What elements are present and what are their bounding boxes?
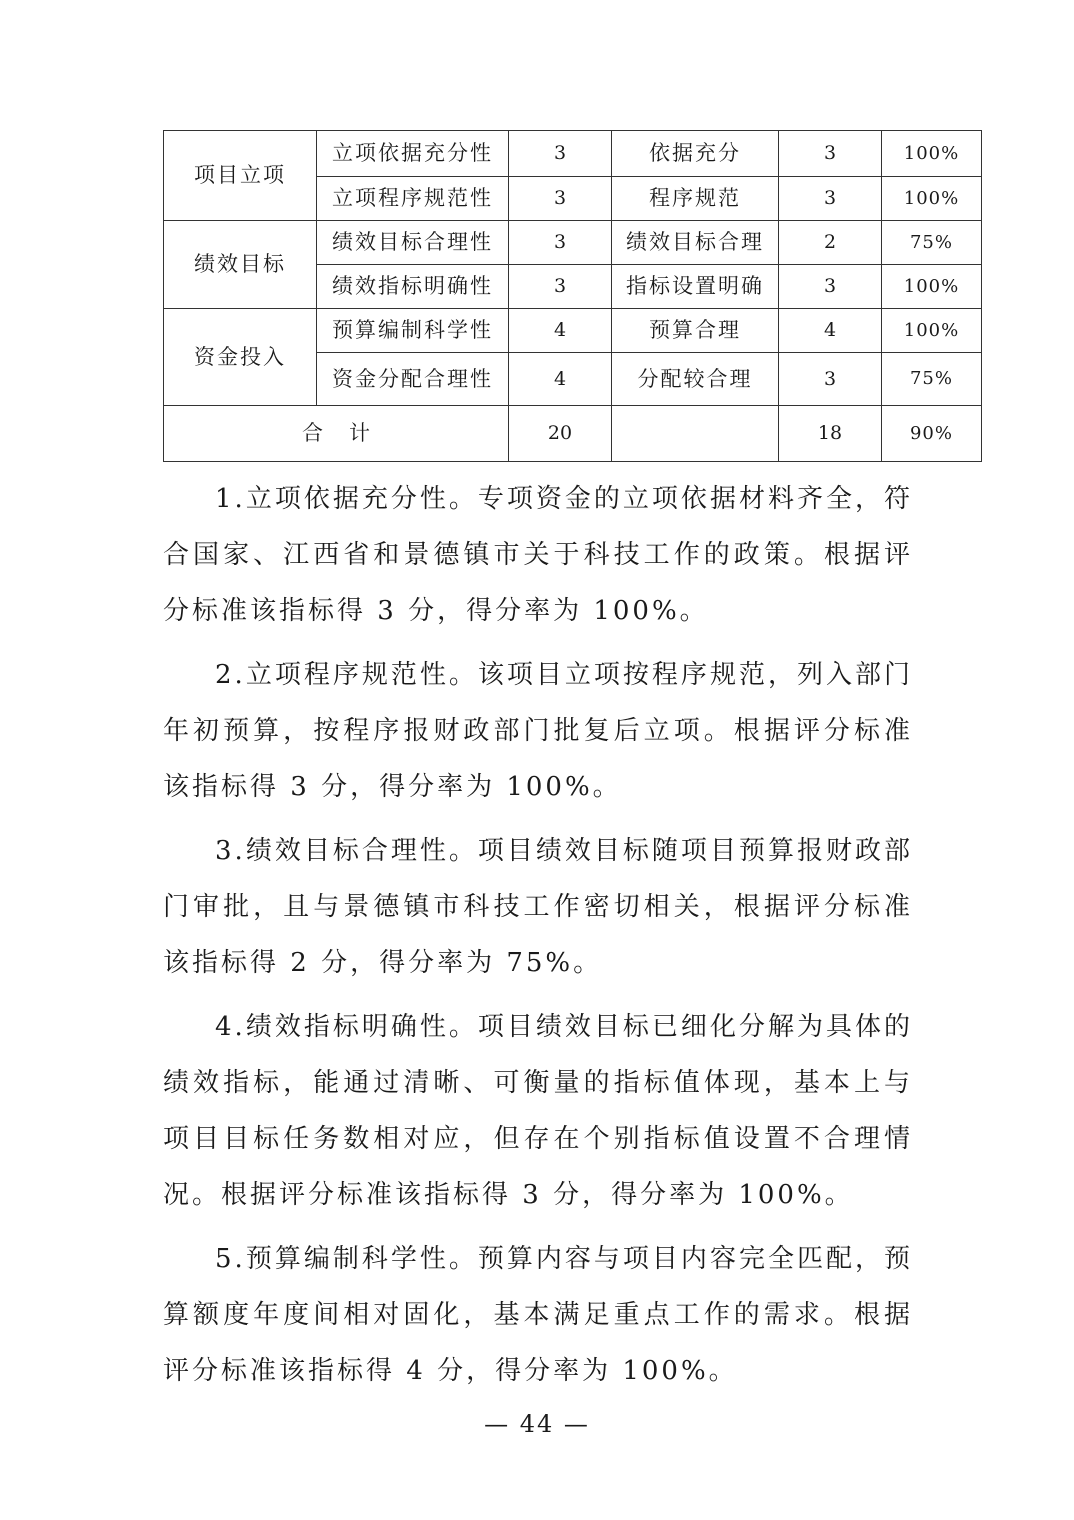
assessment-cell: 指标设置明确: [612, 265, 779, 309]
indicator-cell: 绩效指标明确性: [317, 265, 509, 309]
weight-cell: 4: [509, 309, 612, 353]
weight-cell: 3: [509, 131, 612, 177]
body-text: [163, 471, 913, 1407]
paragraph: 5.预算编制科学性。预算内容与项目内容完全匹配，预算额度年度间相对固化，基本满足重点工作的需求。根据评分标准该指标得 4 分，得分率为 100%。: [163, 1244, 913, 1386]
rate-cell: 75%: [882, 221, 982, 265]
indicator-cell: 立项依据充分性: [317, 131, 509, 177]
assessment-cell: 分配较合理: [612, 353, 779, 406]
weight-cell: 3: [509, 177, 612, 221]
rate-cell: 100%: [882, 131, 982, 177]
paragraph: 4.绩效指标明确性。项目绩效目标已细化分解为具体的绩效指标，能通过清晰、可衡量的指标值体现，基本上与项目目标任务数相对应，但存在个别指标值设置不合理情况。根据评分标准该指标得 3 分，得分率为 100%。: [163, 1012, 913, 1210]
rate-cell: 100%: [882, 309, 982, 353]
score-cell: 3: [779, 353, 882, 406]
table-row: [164, 309, 982, 353]
indicator-cell: 绩效目标合理性: [317, 221, 509, 265]
assessment-cell: 预算合理: [612, 309, 779, 353]
total-assessment-cell: [612, 406, 779, 462]
indicator-cell: 预算编制科学性: [317, 309, 509, 353]
rate-cell: 100%: [882, 177, 982, 221]
rate-cell: 75%: [882, 353, 982, 406]
assessment-cell: 依据充分: [612, 131, 779, 177]
total-label-cell: 合计: [164, 406, 509, 462]
weight-cell: 3: [509, 221, 612, 265]
score-cell: 4: [779, 309, 882, 353]
page-number: — 44 —: [484, 1410, 590, 1438]
indicator-cell: 资金分配合理性: [317, 353, 509, 406]
paragraph: 2.立项程序规范性。该项目立项按程序规范，列入部门年初预算，按程序报财政部门批复后立项。根据评分标准该指标得 3 分，得分率为 100%。: [163, 660, 913, 802]
paragraph: 1.立项依据充分性。专项资金的立项依据材料齐全，符合国家、江西省和景德镇市关于科技工作的政策。根据评分标准该指标得 3 分，得分率为 100%。: [163, 484, 913, 626]
assessment-cell: 程序规范: [612, 177, 779, 221]
assessment-cell: 绩效目标合理: [612, 221, 779, 265]
category-cell: 资金投入: [164, 309, 317, 406]
total-rate-cell: 90%: [882, 406, 982, 462]
category-cell: 项目立项: [164, 131, 317, 221]
score-cell: 3: [779, 131, 882, 177]
score-cell: 3: [779, 265, 882, 309]
weight-cell: 4: [509, 353, 612, 406]
total-weight-cell: 20: [509, 406, 612, 462]
score-cell: 3: [779, 177, 882, 221]
total-score-cell: 18: [779, 406, 882, 462]
rate-cell: 100%: [882, 265, 982, 309]
indicator-cell: 立项程序规范性: [317, 177, 509, 221]
table-row: [164, 131, 982, 177]
weight-cell: 3: [509, 265, 612, 309]
total-row: [164, 406, 982, 462]
performance-score-table: [163, 130, 982, 462]
paragraph: 3.绩效目标合理性。项目绩效目标随项目预算报财政部门审批，且与景德镇市科技工作密切相关，根据评分标准该指标得 2 分，得分率为 75%。: [163, 836, 913, 978]
category-cell: 绩效目标: [164, 221, 317, 309]
table-row: [164, 221, 982, 265]
score-cell: 2: [779, 221, 882, 265]
